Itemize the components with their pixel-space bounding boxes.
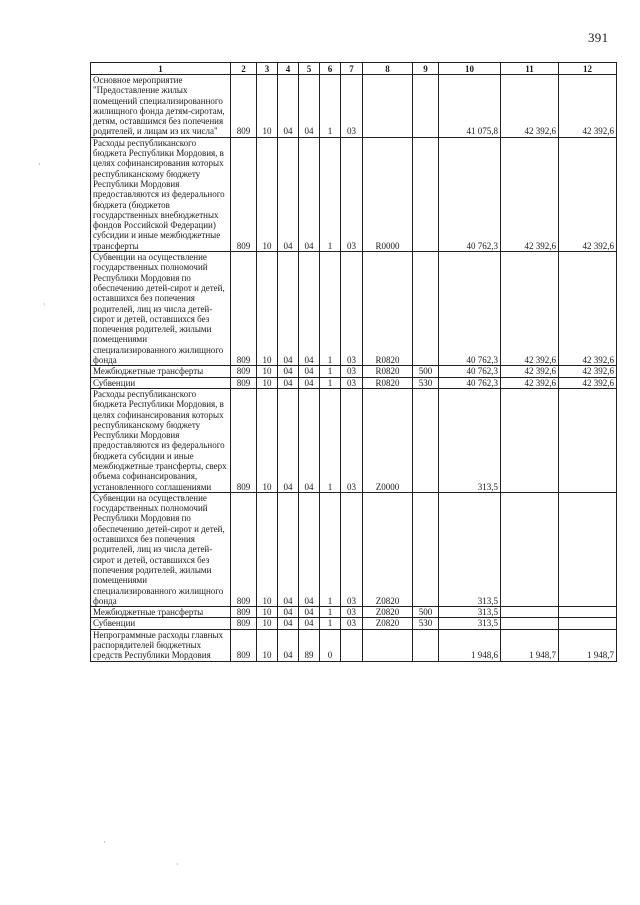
cell-program: 04 xyxy=(299,388,320,492)
cell-section: 10 xyxy=(257,366,278,377)
cell-section: 10 xyxy=(257,618,278,629)
header-cell: 2 xyxy=(231,63,257,75)
table-row xyxy=(91,388,617,492)
table-row xyxy=(91,618,617,629)
table-row xyxy=(91,366,617,377)
cell-section: 10 xyxy=(257,607,278,618)
cell-program: 04 xyxy=(299,137,320,251)
cell-subsection: 04 xyxy=(278,377,299,388)
row-name: Непрограммные расходы главных распорядителей бюджетных средств Республики Мордовия xyxy=(91,629,231,661)
table-row xyxy=(91,607,617,618)
cell-subsection: 04 xyxy=(278,137,299,251)
cell-program: 89 xyxy=(299,629,320,661)
cell-amount-2 xyxy=(501,492,559,606)
cell-expense-type xyxy=(413,492,439,606)
table-row xyxy=(91,629,617,661)
cell-direction: Z0000 xyxy=(363,388,413,492)
cell-expense-type xyxy=(413,75,439,138)
cell-measure: 03 xyxy=(341,388,363,492)
cell-amount-2: 42 392,6 xyxy=(501,252,559,366)
cell-program: 04 xyxy=(299,377,320,388)
cell-measure: 03 xyxy=(341,137,363,251)
scan-mark: · xyxy=(43,300,46,309)
cell-direction xyxy=(363,75,413,138)
header-cell: 5 xyxy=(299,63,320,75)
table-row xyxy=(91,75,617,138)
cell-amount-2 xyxy=(501,618,559,629)
cell-ministry: 809 xyxy=(231,607,257,618)
header-cell: 12 xyxy=(559,63,617,75)
cell-amount-2: 42 392,6 xyxy=(501,366,559,377)
cell-amount-2: 1 948,7 xyxy=(501,629,559,661)
cell-ministry: 809 xyxy=(231,252,257,366)
cell-direction: R0820 xyxy=(363,252,413,366)
cell-amount-1: 313,5 xyxy=(439,618,501,629)
cell-expense-type xyxy=(413,629,439,661)
cell-expense-type: 500 xyxy=(413,366,439,377)
header-cell: 6 xyxy=(320,63,341,75)
cell-subprogram: 1 xyxy=(320,492,341,606)
cell-section: 10 xyxy=(257,388,278,492)
cell-subprogram: 1 xyxy=(320,137,341,251)
cell-subprogram: 1 xyxy=(320,388,341,492)
cell-amount-3: 42 392,6 xyxy=(559,377,617,388)
cell-direction xyxy=(363,629,413,661)
cell-section: 10 xyxy=(257,137,278,251)
cell-measure: 03 xyxy=(341,618,363,629)
cell-amount-2: 42 392,6 xyxy=(501,377,559,388)
scan-mark: · xyxy=(176,860,179,869)
cell-section: 10 xyxy=(257,629,278,661)
cell-amount-3 xyxy=(559,492,617,606)
header-cell: 1 xyxy=(91,63,231,75)
header-cell: 7 xyxy=(341,63,363,75)
cell-program: 04 xyxy=(299,618,320,629)
row-name: Расходы республиканского бюджета Республики Мордовия, в целях софинансирования которых республиканскому бюджету Республики Мордовия предоставляются из федерального бюджета субсидии и иные межбюджетные трансферты, сверх объема софинансирования, установленного соглашениями xyxy=(91,388,231,492)
table-row xyxy=(91,252,617,366)
cell-direction: R0000 xyxy=(363,137,413,251)
cell-ministry: 809 xyxy=(231,629,257,661)
cell-program: 04 xyxy=(299,607,320,618)
cell-expense-type: 500 xyxy=(413,607,439,618)
cell-amount-1: 313,5 xyxy=(439,607,501,618)
cell-direction: Z0820 xyxy=(363,618,413,629)
cell-expense-type: 530 xyxy=(413,377,439,388)
cell-program: 04 xyxy=(299,75,320,138)
cell-amount-3: 42 392,6 xyxy=(559,366,617,377)
cell-subsection: 04 xyxy=(278,629,299,661)
cell-measure: 03 xyxy=(341,607,363,618)
header-row xyxy=(91,63,617,75)
row-name: Основное мероприятие "Предоставление жилых помещений специализированного жилищного фонда детям-сиротам, детям, оставшимся без попечения родителей, и лицам из их числа" xyxy=(91,75,231,138)
table-row xyxy=(91,492,617,606)
cell-expense-type: 530 xyxy=(413,618,439,629)
cell-measure: 03 xyxy=(341,75,363,138)
cell-direction: R0820 xyxy=(363,366,413,377)
cell-measure xyxy=(341,629,363,661)
scan-mark: · xyxy=(103,838,106,847)
cell-subsection: 04 xyxy=(278,607,299,618)
cell-ministry: 809 xyxy=(231,366,257,377)
cell-section: 10 xyxy=(257,377,278,388)
cell-subprogram: 1 xyxy=(320,75,341,138)
cell-subsection: 04 xyxy=(278,618,299,629)
cell-program: 04 xyxy=(299,252,320,366)
cell-amount-3: 42 392,6 xyxy=(559,75,617,138)
cell-program: 04 xyxy=(299,366,320,377)
cell-measure: 03 xyxy=(341,492,363,606)
cell-amount-1: 40 762,3 xyxy=(439,137,501,251)
page-number: 391 xyxy=(588,30,609,45)
cell-amount-3 xyxy=(559,607,617,618)
budget-table xyxy=(90,62,617,662)
row-name: Расходы республиканского бюджета Республики Мордовия, в целях софинансирования которых республиканскому бюджету Республики Мордовия предоставляются из федерального бюджета (бюджетов государственных внебюджетных фондов Российской Федерации) субсидии и иные межбюджетные трансферты xyxy=(91,137,231,251)
row-name: Субвенции на осуществление государственных полномочий Республики Мордовия по обеспечению детей-сирот и детей, оставшихся без попечения родителей, лиц из числа детей-сирот и детей, оставшихся без попечения родителей, жилыми помещениями специализированного жилищного фонда xyxy=(91,492,231,606)
cell-subprogram: 1 xyxy=(320,618,341,629)
cell-amount-2: 42 392,6 xyxy=(501,75,559,138)
cell-subprogram: 1 xyxy=(320,607,341,618)
cell-amount-1: 41 075,8 xyxy=(439,75,501,138)
cell-ministry: 809 xyxy=(231,137,257,251)
cell-direction: Z0820 xyxy=(363,492,413,606)
cell-subprogram: 1 xyxy=(320,377,341,388)
cell-amount-3: 1 948,7 xyxy=(559,629,617,661)
cell-expense-type xyxy=(413,388,439,492)
header-cell: 4 xyxy=(278,63,299,75)
cell-subprogram: 0 xyxy=(320,629,341,661)
cell-amount-1: 313,5 xyxy=(439,492,501,606)
cell-direction: Z0820 xyxy=(363,607,413,618)
scan-mark: · xyxy=(38,160,41,169)
cell-direction: R0820 xyxy=(363,377,413,388)
cell-subsection: 04 xyxy=(278,492,299,606)
cell-subprogram: 1 xyxy=(320,366,341,377)
cell-amount-1: 1 948,6 xyxy=(439,629,501,661)
cell-amount-2 xyxy=(501,388,559,492)
cell-subsection: 04 xyxy=(278,366,299,377)
cell-amount-1: 40 762,3 xyxy=(439,377,501,388)
cell-amount-1: 40 762,3 xyxy=(439,366,501,377)
cell-measure: 03 xyxy=(341,377,363,388)
cell-subsection: 04 xyxy=(278,388,299,492)
cell-program: 04 xyxy=(299,492,320,606)
cell-amount-3 xyxy=(559,388,617,492)
cell-measure: 03 xyxy=(341,252,363,366)
cell-amount-1: 40 762,3 xyxy=(439,252,501,366)
header-cell: 8 xyxy=(363,63,413,75)
cell-subprogram: 1 xyxy=(320,252,341,366)
cell-amount-3: 42 392,6 xyxy=(559,252,617,366)
cell-amount-3: 42 392,6 xyxy=(559,137,617,251)
table-row xyxy=(91,377,617,388)
header-cell: 10 xyxy=(439,63,501,75)
cell-expense-type xyxy=(413,252,439,366)
cell-ministry: 809 xyxy=(231,492,257,606)
table-row xyxy=(91,137,617,251)
cell-subsection: 04 xyxy=(278,75,299,138)
cell-section: 10 xyxy=(257,252,278,366)
cell-amount-2 xyxy=(501,607,559,618)
cell-amount-3 xyxy=(559,618,617,629)
row-name: Субвенции xyxy=(91,618,231,629)
cell-amount-1: 313,5 xyxy=(439,388,501,492)
cell-section: 10 xyxy=(257,75,278,138)
cell-subsection: 04 xyxy=(278,252,299,366)
cell-expense-type xyxy=(413,137,439,251)
cell-measure: 03 xyxy=(341,366,363,377)
cell-ministry: 809 xyxy=(231,388,257,492)
row-name: Межбюджетные трансферты xyxy=(91,366,231,377)
header-cell: 9 xyxy=(413,63,439,75)
cell-ministry: 809 xyxy=(231,377,257,388)
row-name: Межбюджетные трансферты xyxy=(91,607,231,618)
row-name: Субвенции xyxy=(91,377,231,388)
cell-ministry: 809 xyxy=(231,618,257,629)
cell-ministry: 809 xyxy=(231,75,257,138)
header-cell: 11 xyxy=(501,63,559,75)
cell-amount-2: 42 392,6 xyxy=(501,137,559,251)
row-name: Субвенции на осуществление государственных полномочий Республики Мордовия по обеспечению детей-сирот и детей, оставшихся без попечения родителей, лиц из числа детей-сирот и детей, оставшихся без попечения родителей, жилыми помещениями специализированного жилищного фонда xyxy=(91,252,231,366)
header-cell: 3 xyxy=(257,63,278,75)
cell-section: 10 xyxy=(257,492,278,606)
